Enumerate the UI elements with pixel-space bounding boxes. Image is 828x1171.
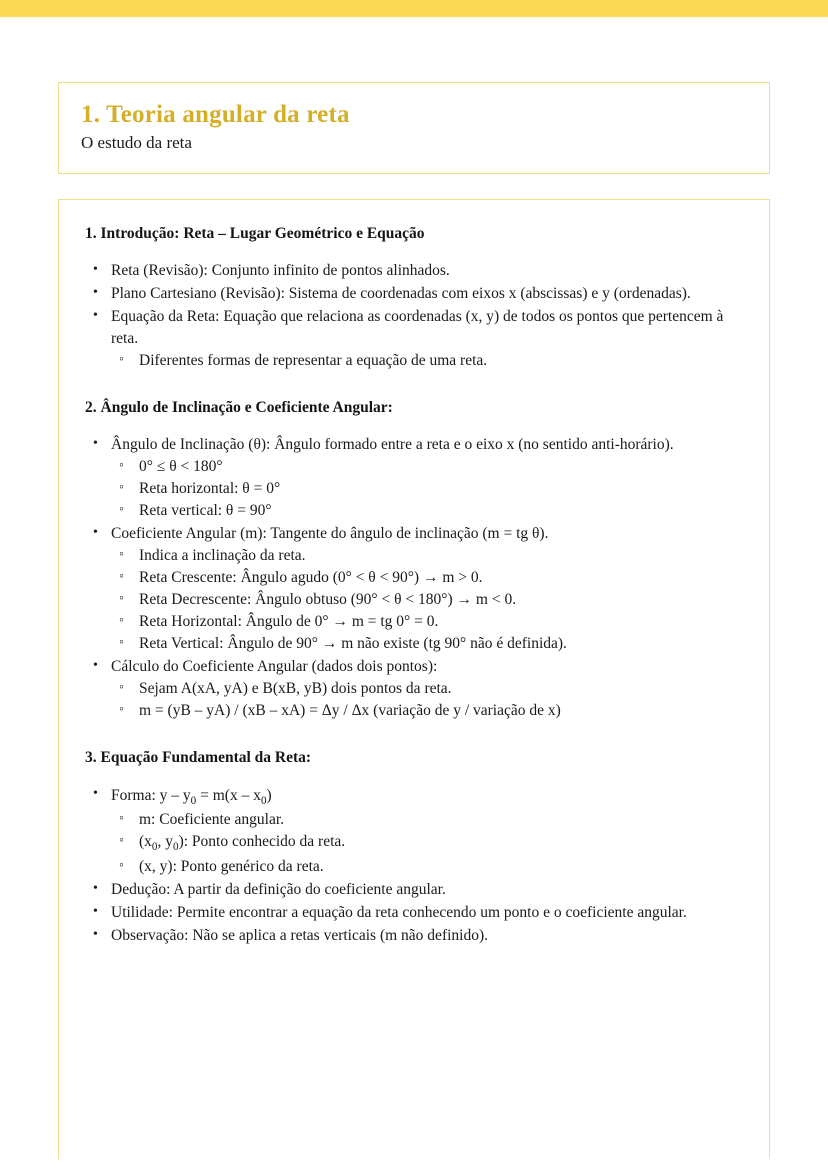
sub-list-item (111, 678, 743, 700)
list-item-text: Utilidade: Permite encontrar a equação da reta conhecendo um ponto e o coeficiente angular. (111, 904, 687, 922)
top-accent-bar (0, 0, 828, 17)
sub-list-item (111, 589, 743, 611)
sub-bullet-list (111, 678, 743, 722)
sub-list-item-text: Reta Crescente: Ângulo agudo (0° < θ < 90°) → m > 0. (139, 569, 483, 587)
page-subtitle: O estudo da reta (81, 132, 192, 152)
list-item-text: Equação da Reta: Equação que relaciona as coordenadas (x, y) de todos os pontos que pertencem à reta. (111, 308, 724, 348)
sub-list-item-text: Reta Vertical: Ângulo de 90° → m não existe (tg 90° não é definida). (139, 635, 567, 653)
sub-list-item (111, 567, 743, 589)
sub-list-item-text: m = (yB – yA) / (xB – xA) = Δy / Δx (variação de y / variação de x) (139, 702, 561, 720)
page-title: 1. Teoria angular da reta (81, 101, 350, 128)
sub-list-item (111, 633, 743, 655)
list-item-text: Forma: $y - y_0 = m(x - x_0)$ (111, 786, 272, 807)
sub-bullet-list (111, 350, 743, 372)
list-item (85, 523, 743, 655)
sub-list-item-text: Diferentes formas de representar a equação de uma reta. (139, 352, 488, 370)
bullet-list (85, 260, 743, 372)
sub-bullet-list (111, 545, 743, 655)
list-item-text: Observação: Não se aplica a retas verticais (m não definido). (111, 927, 489, 945)
sub-list-item (111, 456, 743, 478)
list-item-text: Cálculo do Coeficiente Angular (dados dois pontos): (111, 658, 438, 676)
sub-bullet-list (111, 456, 743, 522)
list-item-text: Reta (Revisão): Conjunto infinito de pontos alinhados. (111, 262, 450, 280)
sub-bullet-list (111, 809, 743, 878)
sub-list-item (111, 350, 743, 372)
list-item (85, 902, 743, 924)
section-heading: 3. Equação Fundamental da Reta: (85, 749, 312, 767)
content-card (58, 199, 770, 1159)
sub-list-item-text: Reta Decrescente: Ângulo obtuso (90° < θ < 180°) → m < 0. (139, 591, 517, 609)
sub-list-item-text: Reta Horizontal: Ângulo de 0° → m = tg 0° = 0. (139, 613, 439, 631)
sub-list-item (111, 809, 743, 831)
sub-list-item-text: Indica a inclinação da reta. (139, 547, 306, 565)
section-heading: 1. Introdução: Reta – Lugar Geométrico e Equação (85, 225, 425, 243)
list-item (85, 434, 743, 522)
sub-list-item-text: ($x_0$, $y_0$): Ponto conhecido da reta. (139, 833, 346, 854)
sub-list-item-text: Reta vertical: θ = 90° (139, 502, 272, 520)
list-item (85, 925, 743, 947)
sub-list-item-text: m: Coeficiente angular. (139, 811, 285, 829)
list-item (85, 656, 743, 722)
title-card (58, 82, 770, 174)
sub-list-item-text: 0° ≤ θ < 180° (139, 458, 223, 476)
sub-list-item (111, 831, 743, 856)
sub-list-item-text: Reta horizontal: θ = 0° (139, 480, 281, 498)
sub-list-item (111, 856, 743, 878)
bullet-list (85, 434, 743, 722)
content-section (85, 748, 743, 947)
list-item (85, 283, 743, 305)
sub-list-item (111, 545, 743, 567)
sub-list-item-text: (x, y): Ponto genérico da reta. (139, 858, 324, 876)
page-body (0, 82, 828, 1159)
sub-list-item (111, 500, 743, 522)
list-item (85, 260, 743, 282)
sub-list-item (111, 700, 743, 722)
list-item-text: Coeficiente Angular (m): Tangente do ângulo de inclinação (m = tg θ). (111, 525, 549, 543)
list-item-text: Plano Cartesiano (Revisão): Sistema de coordenadas com eixos x (abscissas) e y (ordenadas). (111, 285, 691, 303)
content-section (85, 398, 743, 722)
list-item (85, 306, 743, 372)
list-item-text: Ângulo de Inclinação (θ): Ângulo formado entre a reta e o eixo x (no sentido anti-horário). (111, 436, 674, 454)
sub-list-item (111, 611, 743, 633)
sections-container (85, 224, 743, 947)
list-item (85, 879, 743, 901)
list-item-text: Dedução: A partir da definição do coeficiente angular. (111, 881, 446, 899)
sub-list-item-text: Sejam A(xA, yA) e B(xB, yB) dois pontos da reta. (139, 680, 452, 698)
content-section (85, 224, 743, 372)
list-item (85, 785, 743, 879)
sub-list-item (111, 478, 743, 500)
section-heading: 2. Ângulo de Inclinação e Coeficiente Angular: (85, 399, 393, 417)
bullet-list (85, 785, 743, 948)
